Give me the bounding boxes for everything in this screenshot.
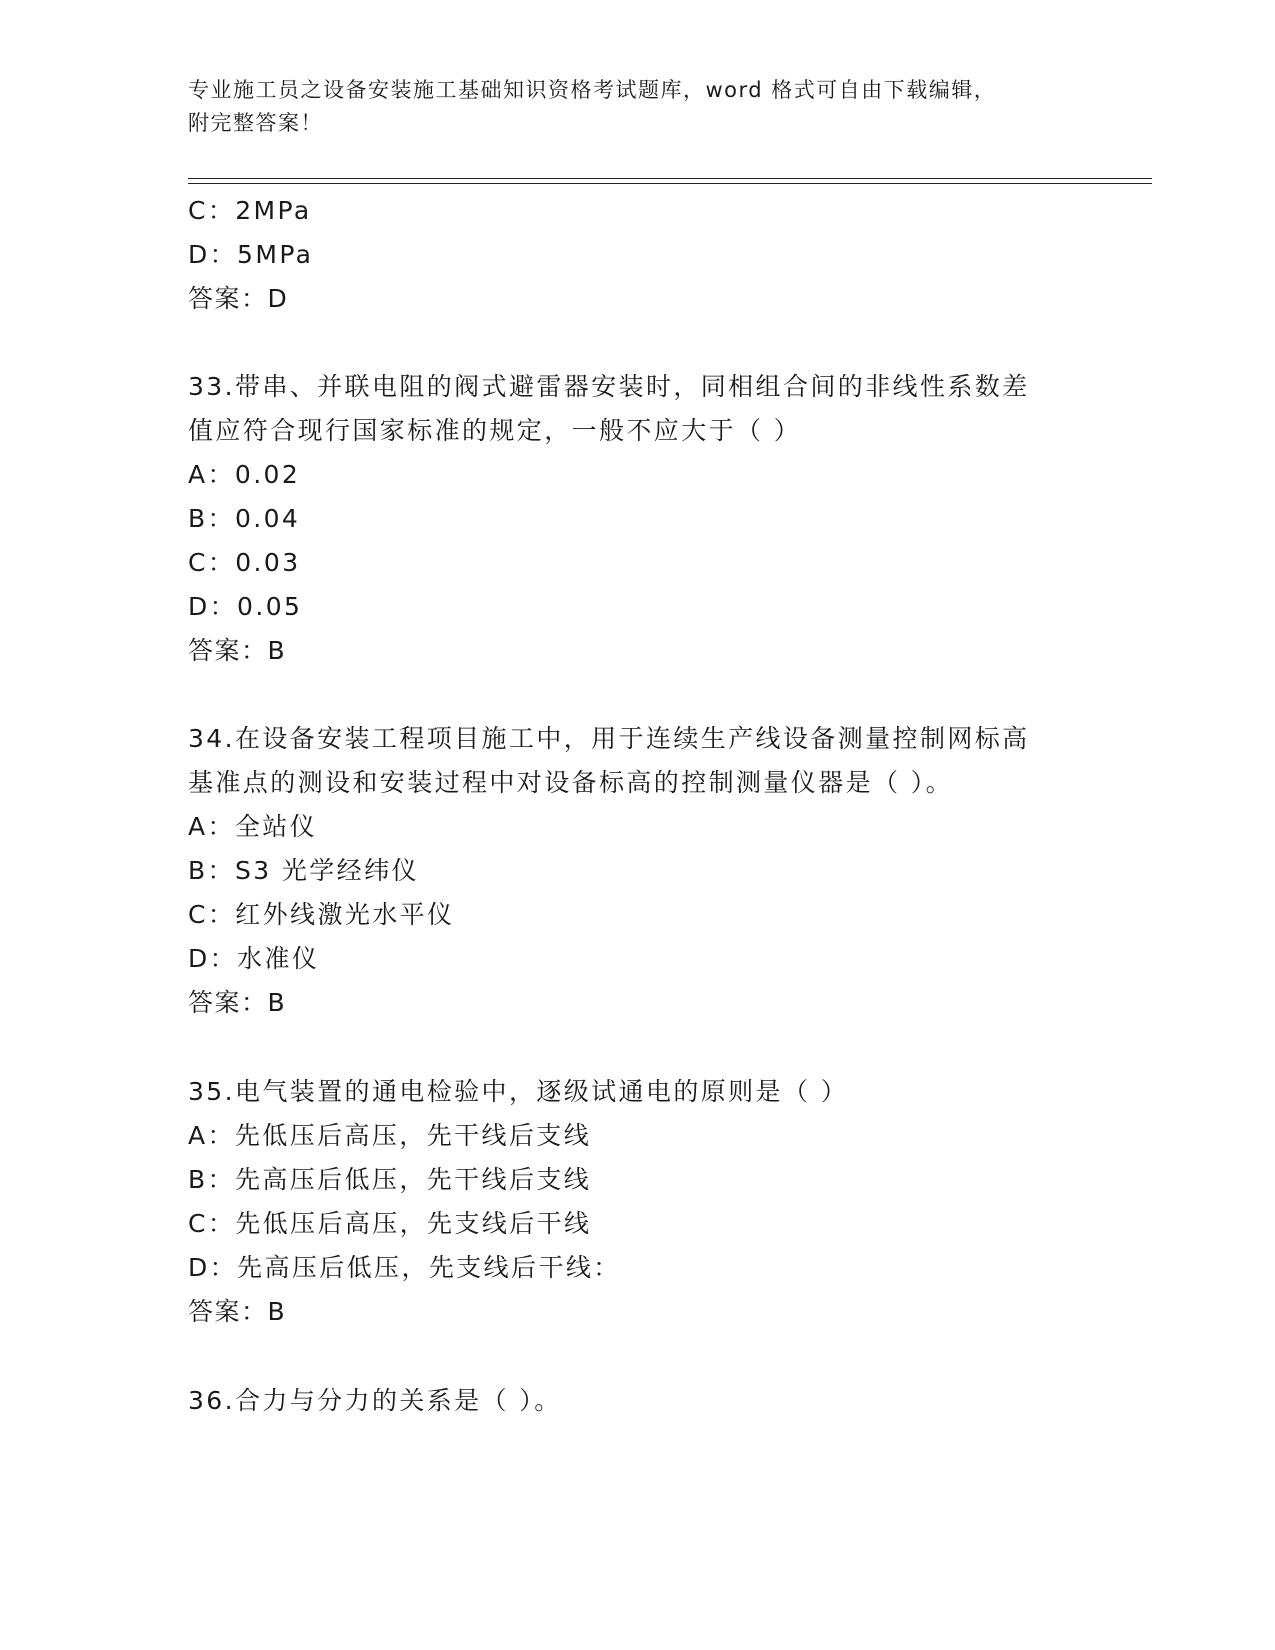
q33-option-a: A：0.02: [188, 460, 301, 489]
header-line-1: 专业施工员之设备安装施工基础知识资格考试题库，word 格式可自由下载编辑，: [188, 78, 997, 102]
header-line-2: 附完整答案！: [188, 111, 323, 135]
q32-answer: 答案：D: [188, 284, 289, 313]
q35-option-c: C：先低压后高压，先支线后干线: [188, 1209, 592, 1238]
q34-option-c: C：红外线激光水平仪: [188, 900, 455, 929]
q35-stem: 35.电气装置的通电检验中，逐级试通电的原则是（ ）: [188, 1077, 849, 1106]
q35-answer: 答案：B: [188, 1297, 287, 1326]
page-header: [188, 74, 1048, 140]
q32-option-d: D：5MPa: [188, 240, 314, 269]
q35-option-b: B：先高压后低压，先干线后支线: [188, 1165, 592, 1194]
q32-option-c: C：2MPa: [188, 196, 312, 225]
q34-option-a: A：全站仪: [188, 812, 318, 841]
q35-option-a: A：先低压后高压，先干线后支线: [188, 1121, 592, 1150]
q33-option-b: B：0.04: [188, 504, 301, 533]
q33-option-d: D：0.05: [188, 592, 303, 621]
q35-option-d: D：先高压后低压，先支线后干线：: [188, 1253, 621, 1282]
q34-stem-line-1: 34.在设备安装工程项目施工中，用于连续生产线设备测量控制网标高: [188, 724, 1030, 753]
q34-stem-line-2: 基准点的测设和安装过程中对设备标高的控制测量仪器是（ ）。: [188, 768, 954, 797]
q33-stem-line-1: 33.带串、并联电阻的阀式避雷器安装时，同相组合间的非线性系数差: [188, 372, 1030, 401]
q33-stem-line-2: 值应符合现行国家标准的规定，一般不应大于（ ）: [188, 416, 802, 445]
q33-option-c: C：0.03: [188, 548, 301, 577]
q34-answer: 答案：B: [188, 988, 287, 1017]
header-divider: [188, 178, 1152, 184]
q36-stem: 36.合力与分力的关系是（ ）。: [188, 1386, 562, 1415]
q33-answer: 答案：B: [188, 636, 287, 665]
q34-option-b: B：S3 光学经纬仪: [188, 856, 419, 885]
q34-option-d: D：水准仪: [188, 944, 320, 973]
